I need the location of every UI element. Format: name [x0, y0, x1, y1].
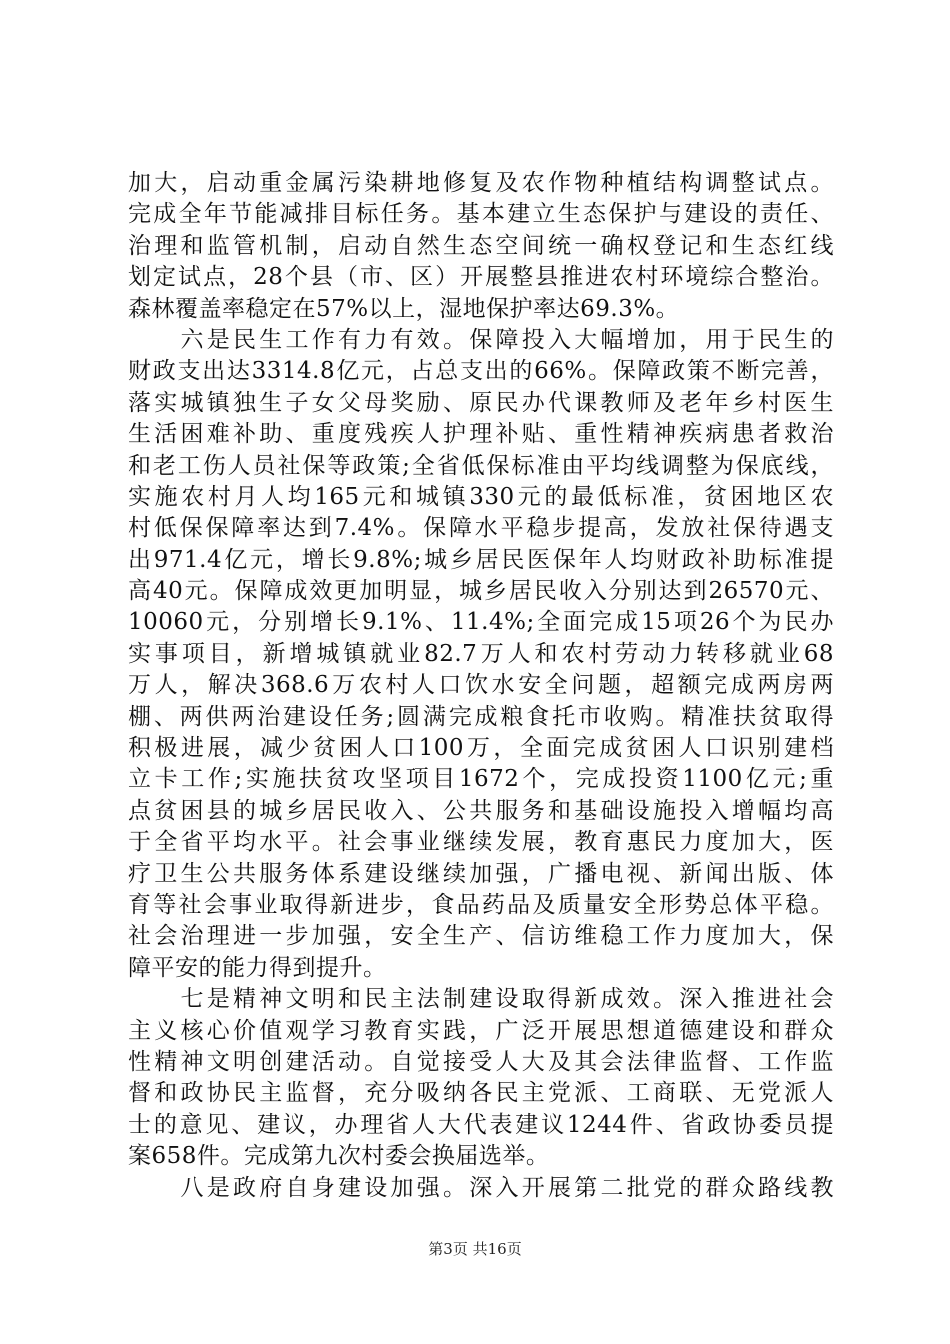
- text-line: 六是民生工作有力有效。保障投入大幅增加，用于民生的: [128, 326, 834, 353]
- text-line: 八是政府自身建设加强。深入开展第二批党的群众路线教: [128, 1174, 834, 1201]
- text-line: 落实城镇独生子女父母奖励、原民办代课教师及老年乡村医生: [128, 389, 834, 416]
- text-line: 于全省平均水平。社会事业继续发展，教育惠民力度加大，医: [128, 829, 834, 856]
- text-line: 性精神文明创建活动。自觉接受人大及其会法律监督、工作监: [128, 1048, 834, 1075]
- text-line: 棚、两供两治建设任务;圆满完成粮食托市收购。精准扶贫取得: [128, 703, 834, 730]
- text-line: 督和政协民主监督，充分吸纳各民主党派、工商联、无党派人: [128, 1080, 834, 1107]
- text-line: 社会治理进一步加强，安全生产、信访维稳工作力度加大，保: [128, 923, 834, 950]
- text-line: 七是精神文明和民主法制建设取得新成效。深入推进社会: [128, 986, 834, 1013]
- text-line: 实施农村月人均165元和城镇330元的最低标准，贫困地区农: [128, 483, 834, 510]
- text-line: 划定试点，28个县（市、区）开展整县推进农村环境综合整治。: [128, 264, 834, 291]
- text-line: 士的意见、建议，办理省人大代表建议1244件、省政协委员提: [128, 1111, 834, 1138]
- text-line: 万人，解决368.6万农村人口饮水安全问题，超额完成两房两: [128, 672, 834, 699]
- text-line: 障平安的能力得到提升。: [128, 954, 387, 981]
- text-line: 案658件。完成第九次村委会换届选举。: [128, 1143, 550, 1170]
- text-line: 森林覆盖率稳定在57%以上，湿地保护率达69.3%。: [128, 295, 680, 322]
- text-line: 完成全年节能减排目标任务。基本建立生态保护与建设的责任、: [128, 201, 834, 228]
- document-body: [128, 168, 834, 1204]
- text-line: 点贫困县的城乡居民收入、公共服务和基础设施投入增幅均高: [128, 797, 834, 824]
- page-footer: 第3页 共16页: [428, 1240, 522, 1258]
- text-line: 主义核心价值观学习教育实践，广泛开展思想道德建设和群众: [128, 1017, 834, 1044]
- text-line: 治理和监管机制，启动自然生态空间统一确权登记和生态红线: [128, 232, 834, 259]
- text-line: 实事项目，新增城镇就业82.7万人和农村劳动力转移就业68: [128, 640, 834, 667]
- text-line: 生活困难补助、重度残疾人护理补贴、重性精神疾病患者救治: [128, 421, 834, 448]
- text-line: 村低保保障率达到7.4%。保障水平稳步提高，发放社保待遇支: [128, 515, 834, 542]
- text-line: 高40元。保障成效更加明显，城乡居民收入分别达到26570元、: [128, 578, 834, 605]
- text-line: 财政支出达3314.8亿元，占总支出的66%。保障政策不断完善，: [128, 358, 834, 385]
- text-line: 疗卫生公共服务体系建设继续加强，广播电视、新闻出版、体: [128, 860, 834, 887]
- text-line: 积极进展，减少贫困人口100万，全面完成贫困人口识别建档: [128, 735, 834, 762]
- text-line: 和老工伤人员社保等政策;全省低保标准由平均线调整为保底线，: [128, 452, 834, 479]
- text-line: 加大，启动重金属污染耕地修复及农作物种植结构调整试点。: [128, 170, 834, 196]
- text-line: 10060元，分别增长9.1%、11.4%;全面完成15项26个为民办: [128, 609, 834, 636]
- text-line: 立卡工作;实施扶贫攻坚项目1672个，完成投资1100亿元;重: [128, 766, 834, 793]
- text-line: 育等社会事业取得新进步，食品药品及质量安全形势总体平稳。: [128, 891, 834, 918]
- text-line: 出971.4亿元，增长9.8%;城乡居民医保年人均财政补助标准提: [128, 546, 834, 573]
